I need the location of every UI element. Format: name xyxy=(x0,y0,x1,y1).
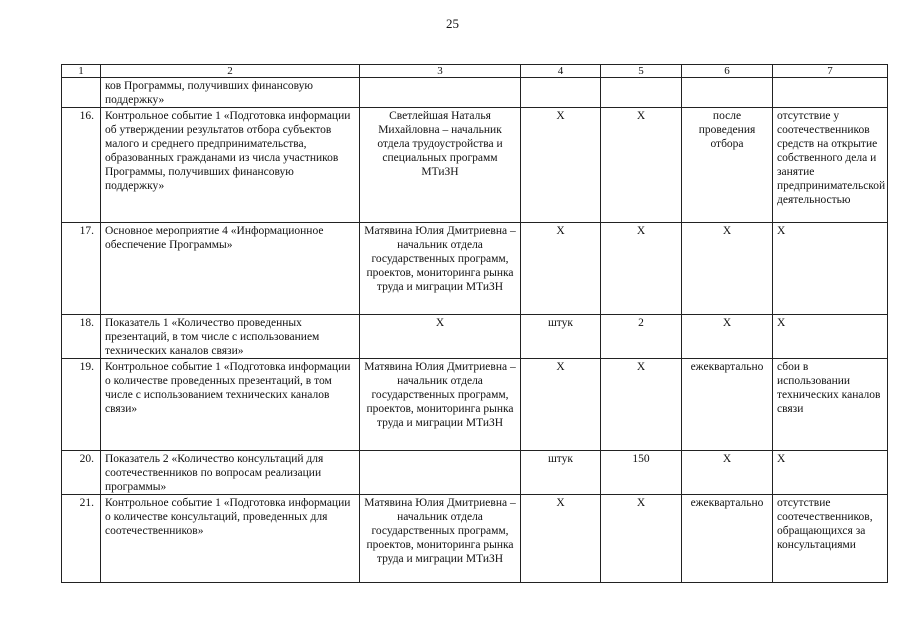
unit-of-measure-cell: штук xyxy=(521,315,601,359)
column-header: 7 xyxy=(773,65,888,78)
item-name-cell: Контрольное событие 1 «Подготовка информации об утверждении результатов отбора субъектов малого и среднего предпринимательства, образованных гражданами из числа участников Программы, получивших финансовую поддержку» xyxy=(101,108,360,223)
page-number: 25 xyxy=(446,16,459,31)
table-row xyxy=(62,451,888,495)
deadline-cell xyxy=(682,78,773,108)
risk-cell: Х xyxy=(773,315,888,359)
deadline-cell: Х xyxy=(682,451,773,495)
value-cell: Х xyxy=(601,223,682,315)
deadline-cell: после проведения отбора xyxy=(682,108,773,223)
value-cell: Х xyxy=(601,108,682,223)
risk-cell: отсутствие у соотечественников средств на открытие собственного дела и занятие предпринимательской деятельностью xyxy=(773,108,888,223)
column-header: 2 xyxy=(101,65,360,78)
column-header: 5 xyxy=(601,65,682,78)
value-cell: Х xyxy=(601,495,682,583)
table-row xyxy=(62,359,888,451)
responsible-person-cell: Матявина Юлия Дмитриевна – начальник отдела государственных программ, проектов, мониторинга рынка труда и миграции МТиЗН xyxy=(360,359,521,451)
table-row xyxy=(62,108,888,223)
row-number-cell: 19. xyxy=(62,359,101,451)
row-number-cell: 21. xyxy=(62,495,101,583)
table-row xyxy=(62,495,888,583)
column-header: 6 xyxy=(682,65,773,78)
row-number-cell xyxy=(62,78,101,108)
risk-cell: Х xyxy=(773,451,888,495)
column-header: 1 xyxy=(62,65,101,78)
table-row xyxy=(62,78,888,108)
responsible-person-cell xyxy=(360,451,521,495)
item-name-cell: Контрольное событие 1 «Подготовка информации о количестве проведенных презентаций, в том числе с использованием технических каналов связи» xyxy=(101,359,360,451)
responsible-person-cell: Светлейшая Наталья Михайловна – начальник отдела трудоустройства и специальных программ МТиЗН xyxy=(360,108,521,223)
row-number-cell: 20. xyxy=(62,451,101,495)
unit-of-measure-cell: Х xyxy=(521,108,601,223)
table-row xyxy=(62,223,888,315)
risk-cell: отсутствие соотечественников, обращающихся за консультациями xyxy=(773,495,888,583)
unit-of-measure-cell: Х xyxy=(521,495,601,583)
row-number-cell: 17. xyxy=(62,223,101,315)
program-table xyxy=(61,64,888,583)
header-row xyxy=(62,65,888,78)
item-name-cell: Показатель 1 «Количество проведенных презентаций, в том числе с использованием технических каналов связи» xyxy=(101,315,360,359)
deadline-cell: ежеквартально xyxy=(682,359,773,451)
responsible-person-cell xyxy=(360,78,521,108)
risk-cell: Х xyxy=(773,223,888,315)
value-cell: 150 xyxy=(601,451,682,495)
value-cell xyxy=(601,78,682,108)
column-header: 4 xyxy=(521,65,601,78)
risk-cell: сбои в использовании технических каналов связи xyxy=(773,359,888,451)
responsible-person-cell: Матявина Юлия Дмитриевна – начальник отдела государственных программ, проектов, мониторинга рынка труда и миграции МТиЗН xyxy=(360,223,521,315)
unit-of-measure-cell: Х xyxy=(521,359,601,451)
unit-of-measure-cell: Х xyxy=(521,223,601,315)
column-header: 3 xyxy=(360,65,521,78)
item-name-cell: ков Программы, получивших финансовую поддержку» xyxy=(101,78,360,108)
responsible-person-cell: Матявина Юлия Дмитриевна – начальник отдела государственных программ, проектов, мониторинга рынка труда и миграции МТиЗН xyxy=(360,495,521,583)
deadline-cell: Х xyxy=(682,315,773,359)
deadline-cell: Х xyxy=(682,223,773,315)
unit-of-measure-cell: штук xyxy=(521,451,601,495)
deadline-cell: ежеквартально xyxy=(682,495,773,583)
row-number-cell: 18. xyxy=(62,315,101,359)
unit-of-measure-cell xyxy=(521,78,601,108)
value-cell: 2 xyxy=(601,315,682,359)
value-cell: Х xyxy=(601,359,682,451)
item-name-cell: Контрольное событие 1 «Подготовка информации о количестве консультаций, проведенных для соотечественников» xyxy=(101,495,360,583)
responsible-person-cell: Х xyxy=(360,315,521,359)
risk-cell xyxy=(773,78,888,108)
item-name-cell: Основное мероприятие 4 «Информационное обеспечение Программы» xyxy=(101,223,360,315)
row-number-cell: 16. xyxy=(62,108,101,223)
item-name-cell: Показатель 2 «Количество консультаций для соотечественников по вопросам реализации программы» xyxy=(101,451,360,495)
table-row xyxy=(62,315,888,359)
